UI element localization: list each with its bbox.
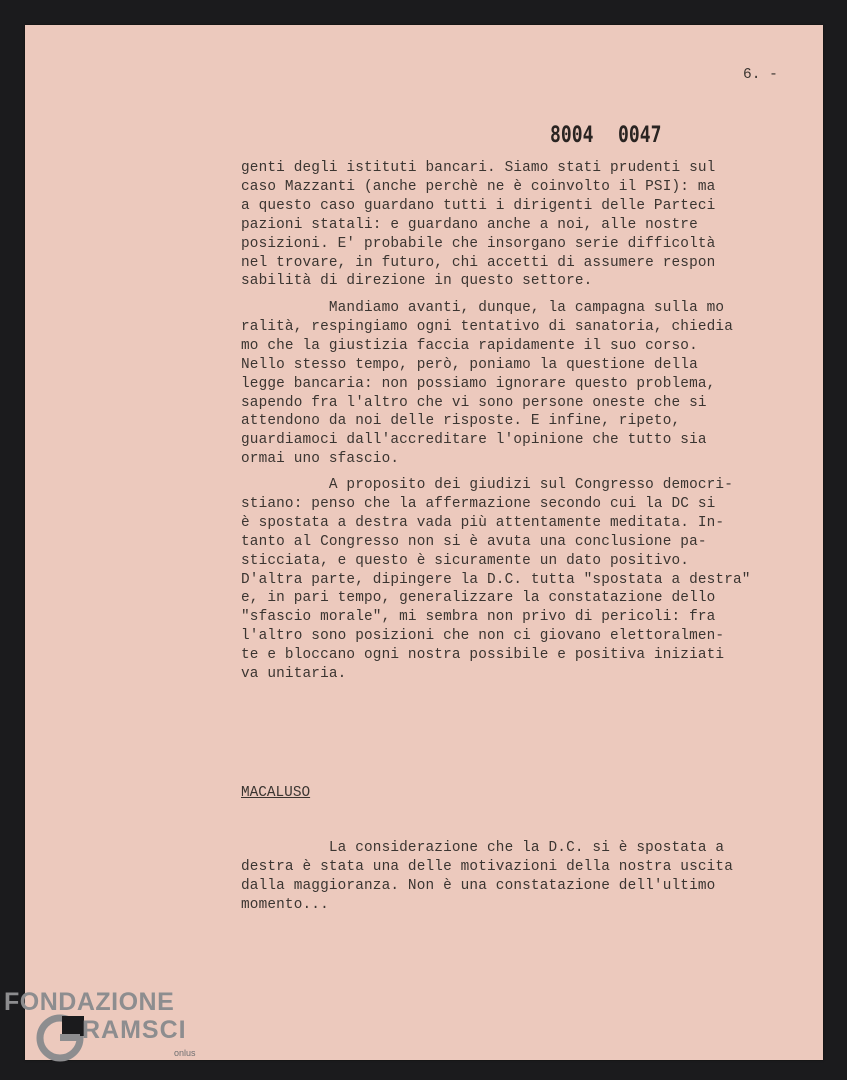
text-line: guardiamoci dall'accreditare l'opinione che tutto sia — [241, 432, 707, 449]
text-line: va unitaria. — [241, 666, 347, 683]
archive-watermark — [4, 986, 219, 1076]
archive-stamp-series: 8004 — [550, 123, 594, 148]
text-line: nel trovare, in futuro, chi accetti di assumere respon — [241, 254, 716, 271]
watermark-onlus: onlus — [174, 1048, 196, 1058]
text-line: mo che la giustizia faccia rapidamente il suo corso. — [241, 337, 698, 354]
text-line: D'altra parte, dipingere la D.C. tutta "spostata a destra" — [241, 571, 751, 588]
text-line: momento... — [241, 896, 329, 913]
text-line: "sfascio morale", mi sembra non privo di pericoli: fra — [241, 609, 716, 626]
text-line: e, in pari tempo, generalizzare la constatazione dello — [241, 590, 716, 607]
text-line: Nello stesso tempo, però, poniamo la questione della — [241, 356, 698, 373]
text-line: genti degli istituti bancari. Siamo stati prudenti sul — [241, 160, 716, 176]
archive-stamp-number: 0047 — [618, 123, 662, 148]
text-line: è spostata a destra vada più attentamente meditata. In- — [241, 514, 725, 531]
text-line: Mandiamo avanti, dunque, la campagna sulla mo — [241, 300, 725, 316]
text-line: sapendo fra l'altro che vi sono persone oneste che si — [241, 394, 707, 411]
text-line: te e bloccano ogni nostra possibile e positiva iniziati — [241, 647, 725, 664]
document-page — [25, 25, 823, 1060]
archive-stamp — [550, 123, 661, 148]
text-line: destra è stata una delle motivazioni della nostra uscita — [241, 858, 734, 875]
closing-paragraph — [241, 839, 801, 915]
text-line: caso Mazzanti (anche perchè ne è coinvolto il PSI): ma — [241, 178, 716, 195]
text-line: sabilità di direzione in questo settore. — [241, 273, 593, 290]
watermark-title: FONDAZIONE — [4, 988, 175, 1016]
text-line: tanto al Congresso non si è avuta una conclusione pa- — [241, 533, 707, 550]
paragraph — [241, 159, 801, 291]
paragraph — [241, 476, 801, 684]
text-line: ormai uno sfascio. — [241, 451, 400, 468]
text-line: posizioni. E' probabile che insorgano serie difficoltà — [241, 235, 716, 252]
paragraph — [241, 299, 801, 469]
g-logo-icon — [34, 1012, 86, 1064]
text-line: sticciata, e questo è sicuramente un dato positivo. — [241, 552, 690, 569]
text-line: attendono da noi delle risposte. E infine, ripeto, — [241, 413, 681, 430]
text-line: ralità, respingiamo ogni tentativo di sanatoria, chiedia — [241, 318, 734, 335]
text-line: stiano: penso che la affermazione secondo cui la DC si — [241, 495, 716, 512]
text-line: l'altro sono posizioni che non ci giovano elettoralmen- — [241, 628, 725, 645]
text-line: La considerazione che la D.C. si è spostata a — [241, 840, 725, 856]
text-line: pazioni statali: e guardano anche a noi, alle nostre — [241, 216, 698, 233]
text-line: A proposito dei giudizi sul Congresso democri- — [241, 477, 734, 493]
watermark-subtitle: RAMSCI — [82, 1016, 187, 1044]
speaker-heading: MACALUSO — [241, 785, 311, 801]
text-line: dalla maggioranza. Non è una constatazione dell'ultimo — [241, 877, 716, 894]
text-line: legge bancaria: non possiamo ignorare questo problema, — [241, 375, 716, 392]
page-number: 6. - — [743, 67, 778, 83]
text-line: a questo caso guardano tutti i dirigenti delle Parteci — [241, 197, 716, 214]
